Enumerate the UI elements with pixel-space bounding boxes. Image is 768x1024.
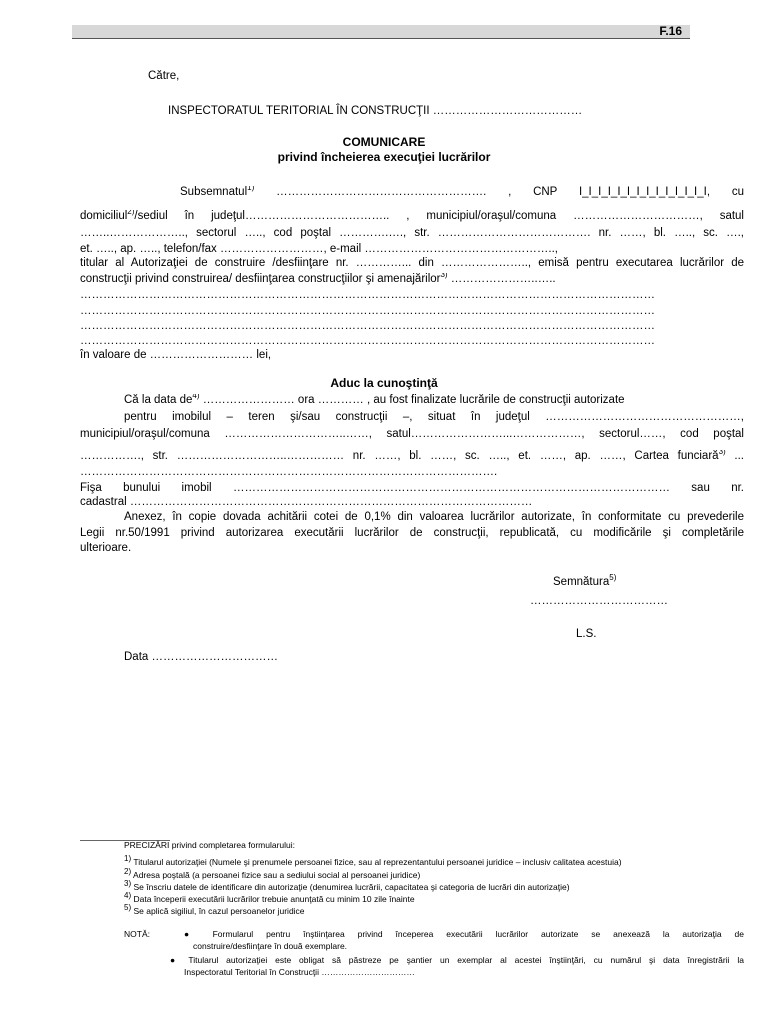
nota-2a: ● Titularul autorizaţiei este obligat să păstreze pe şantier un exemplar al acestei înştiinţări, cu numărul şi data înregistrării la xyxy=(170,955,744,965)
footnote-mark: 3) xyxy=(124,879,132,889)
body-line-6 xyxy=(80,273,744,285)
s2-line-10: ulterioare. xyxy=(80,542,132,554)
dots-line: …………………………………………………………………………………………………………………………………… xyxy=(80,305,655,317)
date-label: Că la data de xyxy=(124,394,193,406)
footnote-ref-3: 3) xyxy=(440,273,448,280)
domiciliul-label: domiciliul xyxy=(80,210,128,222)
footnote-1 xyxy=(124,854,622,867)
footnote-2 xyxy=(124,867,421,880)
footnote-ref-2: 2) xyxy=(127,210,135,217)
dots-line: …………………………………………………………………………………………………………………………………… xyxy=(80,335,655,347)
street-field: ……………., str. ………………………..…………… nr. ……, bl. ……, sc. ….., et. ……, ap. ……, Cartea funciară xyxy=(80,450,719,462)
section-title: Aduc la cunoştinţă xyxy=(330,376,438,390)
address-field: /sediul în judeţul……………………………….. , municipiul/oraşul/comuna ……………………………, satul xyxy=(134,210,744,222)
value-line: în valoare de ……………………… lei, xyxy=(80,349,272,361)
footnote-mark: 5) xyxy=(124,903,132,913)
s2-line-9: Legii nr.50/1991 privind autorizarea executării lucrărilor de construcţii, republicată, cu modificările şi completările xyxy=(80,527,744,539)
nota-1b: construire/desfiinţare în două exemplare. xyxy=(193,941,348,951)
s2-line-3: municipiul/oraşul/comuna …………………………..……, satul……………………...………………, sectorul……, cod poştal xyxy=(80,428,744,440)
footnote-3 xyxy=(124,879,570,892)
addressee: INSPECTORATUL TERITORIAL ÎN CONSTRUCŢII ………………………………… xyxy=(168,105,583,117)
body-line-3: ……..……………….., sectorul ….., cod poştal ………….…., str. …………………………………. nr. ……, bl. ….., sc. …., xyxy=(80,227,744,239)
signature-label-text: Semnătura xyxy=(553,576,610,588)
footnote-text: Titularul autorizaţiei (Numele şi prenumele persoanei fizice, sau al reprezentantului persoanei juridice ‒ inclusiv calitatea acestuia) xyxy=(133,857,622,867)
construction-field: …………………..….. xyxy=(447,273,556,285)
nota-1a: ● Formularul pentru înştiinţarea privind începerea executării lucrărilor autorizate se anexează la autorizaţia de xyxy=(184,929,744,939)
s2-line-6: Fişa bunului imobil …………………………………………………………………………………………………… sau nr. xyxy=(80,482,744,494)
date-field: …………………… ora ………… , au fost finalizate lucrările de construcţii autorizate xyxy=(199,394,625,406)
footnote-mark: 1) xyxy=(124,854,132,864)
subsemnatul-label: Subsemnatul xyxy=(180,186,248,198)
body-line-2 xyxy=(80,210,744,222)
footnote-ref-5: 5) xyxy=(609,573,617,583)
signature-label xyxy=(553,573,617,588)
footnote-ref-3: 3) xyxy=(718,450,726,457)
footnote-text: Se înscriu datele de identificare din autorizaţie (denumirea lucrării, capacitatea şi categoria de lucrări din autorizaţie) xyxy=(133,882,570,892)
nota-2b: Inspectoratul Teritorial în Construcţii …………………………… xyxy=(184,967,415,977)
name-cnp-field: ………………………………………………. , CNP I_I_I_I_I_I_I_I_I_I_I_I_I_I, cu xyxy=(276,186,744,198)
footnote-text: Data începerii executării lucrărilor trebuie anunţată cu minim 10 zile înainte xyxy=(133,894,415,904)
body-line-5: titular al Autorizaţiei de construire /desfiinţare nr. …………... din ………………….., emisă pentru executarea lucrărilor de xyxy=(80,257,744,269)
footnote-text: Se aplică sigiliul, în cazul persoanelor juridice xyxy=(133,906,305,916)
document-subtitle: privind încheierea execuţiei lucrărilor xyxy=(277,150,491,164)
footnote-mark: 4) xyxy=(124,891,132,901)
dots-line: …………………………………………………………………………………………………………………………………… xyxy=(80,289,655,301)
dots-line: …………………………………………………………………………………………………………………………………… xyxy=(80,320,655,332)
footnote-ref-4: 4) xyxy=(192,394,200,401)
s2-line-1 xyxy=(124,394,744,406)
footnote-ref-1: 1) xyxy=(247,186,255,193)
street-field-end: ... xyxy=(725,450,744,462)
body-line-4: et. ….., ap. ….., telefon/fax ………………………, e-mail ………………………………………….., xyxy=(80,243,558,255)
seal-label: L.S. xyxy=(576,628,597,640)
footnote-5 xyxy=(124,903,305,916)
s2-line-2: pentru imobilul ‒ teren şi/sau construcţii ‒, situat în judeţul ……………………………………………, xyxy=(124,411,744,423)
footnote-mark: 2) xyxy=(124,867,132,877)
form-code: F.16 xyxy=(659,24,682,38)
footnote-text: Adresa poştală (a persoanei fizice sau a sediului social al persoanei juridice) xyxy=(133,870,421,880)
signature-field: ……………………………… xyxy=(530,595,668,607)
body-line-1 xyxy=(180,186,744,198)
s2-line-5: ………………………………………………………………………………………………. xyxy=(80,466,498,478)
document-title: COMUNICARE xyxy=(342,135,426,149)
construction-label: construcţii privind construirea/ desfiinţarea construcţiilor şi amenajărilor xyxy=(80,273,441,285)
footnote-4 xyxy=(124,891,415,904)
s2-line-7: cadastral …………………………………………………………………………………………… xyxy=(80,496,533,508)
date-line: Data …………………………… xyxy=(124,651,278,663)
nota-label: NOTĂ: xyxy=(124,929,150,939)
recipient-prefix: Către, xyxy=(148,70,180,82)
form-header-bar xyxy=(72,25,690,39)
s2-line-4 xyxy=(80,450,744,462)
s2-line-8: Anexez, în copie dovada achitării cotei de 0,1% din valoarea lucrărilor autorizate, în conformitate cu prevederile xyxy=(124,511,744,523)
footnotes-heading: PRECIZĂRI privind completarea formularului: xyxy=(124,840,296,850)
